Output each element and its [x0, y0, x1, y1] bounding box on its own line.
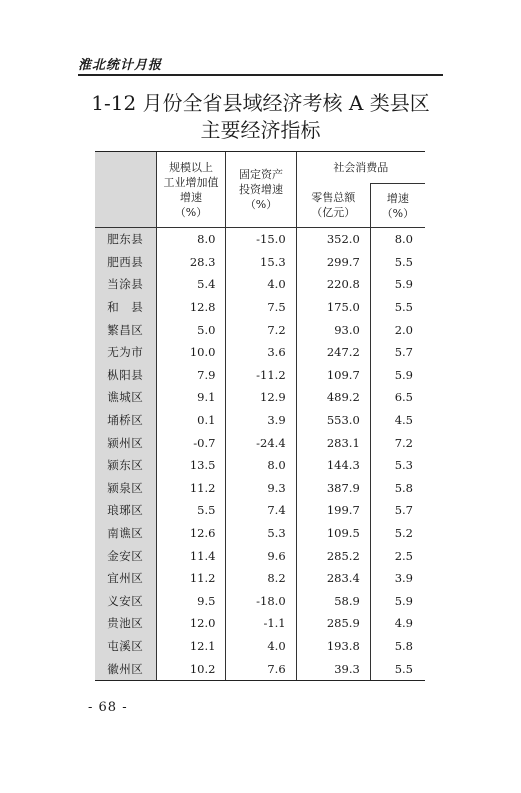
- retail-sales-value: 109.5: [296, 522, 370, 545]
- table-row: [95, 409, 425, 432]
- investment-growth-value: -1.1: [226, 612, 296, 635]
- investment-growth-value: -15.0: [226, 228, 296, 251]
- retail-sales-value: 283.4: [296, 567, 370, 590]
- industry-growth-value: 28.3: [156, 251, 226, 274]
- industry-growth-value: 11.4: [156, 544, 226, 567]
- retail-sales-value: 58.9: [296, 590, 370, 613]
- investment-growth-value: -18.0: [226, 590, 296, 613]
- table-row: [95, 612, 425, 635]
- retail-sales-value: 247.2: [296, 341, 370, 364]
- investment-growth-value: 5.3: [226, 522, 296, 545]
- table-row: [95, 499, 425, 522]
- retail-sales-total-header: 零售总额 （亿元）: [296, 184, 370, 228]
- region-name: 琅琊区: [95, 499, 156, 522]
- industry-growth-value: 12.1: [156, 635, 226, 658]
- retail-sales-value: 193.8: [296, 635, 370, 658]
- industry-growth-value: 9.5: [156, 590, 226, 613]
- retail-sales-value: 93.0: [296, 318, 370, 341]
- table-row: [95, 454, 425, 477]
- header-divider: [78, 74, 443, 76]
- retail-growth-value: 5.5: [370, 657, 425, 680]
- region-name: 肥西县: [95, 251, 156, 274]
- region-name: 谯城区: [95, 386, 156, 409]
- retail-growth-value: 8.0: [370, 228, 425, 251]
- investment-growth-value: 3.9: [226, 409, 296, 432]
- industry-growth-value: 12.0: [156, 612, 226, 635]
- retail-growth-value: 5.9: [370, 590, 425, 613]
- table-row: [95, 273, 425, 296]
- retail-sales-value: 175.0: [296, 296, 370, 319]
- investment-growth-header: 固定资产 投资增速 （%）: [226, 152, 296, 228]
- region-name: 和 县: [95, 296, 156, 319]
- retail-sales-value: 39.3: [296, 657, 370, 680]
- retail-growth-value: 4.5: [370, 409, 425, 432]
- region-name: 屯溪区: [95, 635, 156, 658]
- region-name: 繁昌区: [95, 318, 156, 341]
- industry-growth-header: 规模以上 工业增加值 增速 （%）: [156, 152, 226, 228]
- retail-sales-value: 283.1: [296, 431, 370, 454]
- retail-growth-value: 3.9: [370, 567, 425, 590]
- region-name: 颍州区: [95, 431, 156, 454]
- region-name: 徽州区: [95, 657, 156, 680]
- investment-growth-value: 12.9: [226, 386, 296, 409]
- retail-growth-value: 5.9: [370, 273, 425, 296]
- retail-sales-value: 220.8: [296, 273, 370, 296]
- region-name: 无为市: [95, 341, 156, 364]
- investment-growth-value: -11.2: [226, 364, 296, 387]
- retail-growth-value: 5.5: [370, 251, 425, 274]
- investment-growth-value: -24.4: [226, 431, 296, 454]
- table-row: [95, 590, 425, 613]
- row-label-header: [95, 152, 156, 228]
- industry-growth-value: 5.0: [156, 318, 226, 341]
- industry-growth-value: -0.7: [156, 431, 226, 454]
- indicator-table: [95, 151, 425, 681]
- region-name: 南谯区: [95, 522, 156, 545]
- retail-sales-value: 285.9: [296, 612, 370, 635]
- retail-sales-value: 352.0: [296, 228, 370, 251]
- title-line-2: 主要经济指标: [200, 118, 321, 142]
- region-name: 颍泉区: [95, 477, 156, 500]
- table-row: [95, 657, 425, 680]
- investment-growth-value: 7.2: [226, 318, 296, 341]
- table-row: [95, 386, 425, 409]
- investment-growth-value: 7.4: [226, 499, 296, 522]
- region-name: 肥东县: [95, 228, 156, 251]
- industry-growth-value: 8.0: [156, 228, 226, 251]
- table-row: [95, 341, 425, 364]
- retail-sales-value: 285.2: [296, 544, 370, 567]
- investment-growth-value: 4.0: [226, 635, 296, 658]
- industry-growth-value: 10.2: [156, 657, 226, 680]
- retail-growth-value: 5.7: [370, 341, 425, 364]
- investment-growth-value: 7.6: [226, 657, 296, 680]
- region-name: 贵池区: [95, 612, 156, 635]
- industry-growth-value: 7.9: [156, 364, 226, 387]
- retail-sales-value: 299.7: [296, 251, 370, 274]
- publication-header: 淮北统计月报: [78, 58, 163, 73]
- retail-sales-value: 553.0: [296, 409, 370, 432]
- table-row: [95, 296, 425, 319]
- investment-growth-value: 15.3: [226, 251, 296, 274]
- investment-growth-value: 8.2: [226, 567, 296, 590]
- region-name: 金安区: [95, 544, 156, 567]
- retail-growth-value: 5.5: [370, 296, 425, 319]
- investment-growth-value: 7.5: [226, 296, 296, 319]
- retail-sales-value: 387.9: [296, 477, 370, 500]
- title-line-1: 1-12 月份全省县域经济考核 A 类县区: [91, 91, 430, 115]
- table-row: [95, 477, 425, 500]
- industry-growth-value: 12.6: [156, 522, 226, 545]
- region-name: 枞阳县: [95, 364, 156, 387]
- investment-growth-value: 4.0: [226, 273, 296, 296]
- industry-growth-value: 9.1: [156, 386, 226, 409]
- retail-growth-value: 4.9: [370, 612, 425, 635]
- investment-growth-value: 3.6: [226, 341, 296, 364]
- table-row: [95, 431, 425, 454]
- retail-growth-value: 2.0: [370, 318, 425, 341]
- retail-growth-value: 2.5: [370, 544, 425, 567]
- retail-growth-value: 5.7: [370, 499, 425, 522]
- retail-growth-value: 5.3: [370, 454, 425, 477]
- industry-growth-value: 5.4: [156, 273, 226, 296]
- retail-growth-value: 5.9: [370, 364, 425, 387]
- region-name: 当涂县: [95, 273, 156, 296]
- industry-growth-value: 13.5: [156, 454, 226, 477]
- region-name: 宜州区: [95, 567, 156, 590]
- page-number: - 68 -: [88, 700, 128, 715]
- industry-growth-value: 12.8: [156, 296, 226, 319]
- retail-sales-growth-header: 增速 （%）: [370, 184, 425, 228]
- industry-growth-value: 5.5: [156, 499, 226, 522]
- table-row: [95, 567, 425, 590]
- retail-sales-value: 489.2: [296, 386, 370, 409]
- retail-growth-value: 5.2: [370, 522, 425, 545]
- region-name: 颍东区: [95, 454, 156, 477]
- industry-growth-value: 11.2: [156, 567, 226, 590]
- table-row: [95, 364, 425, 387]
- retail-growth-value: 7.2: [370, 431, 425, 454]
- industry-growth-value: 0.1: [156, 409, 226, 432]
- page-title: [78, 90, 443, 144]
- retail-growth-value: 5.8: [370, 477, 425, 500]
- retail-growth-value: 5.8: [370, 635, 425, 658]
- table-row: [95, 318, 425, 341]
- retail-sales-value: 109.7: [296, 364, 370, 387]
- table-body: [95, 228, 425, 681]
- table-row: [95, 251, 425, 274]
- investment-growth-value: 8.0: [226, 454, 296, 477]
- investment-growth-value: 9.3: [226, 477, 296, 500]
- industry-growth-value: 10.0: [156, 341, 226, 364]
- region-name: 义安区: [95, 590, 156, 613]
- retail-growth-value: 6.5: [370, 386, 425, 409]
- retail-sales-group-header: 社会消费品: [296, 152, 425, 184]
- region-name: 埇桥区: [95, 409, 156, 432]
- table-row: [95, 635, 425, 658]
- retail-sales-value: 144.3: [296, 454, 370, 477]
- table-row: [95, 228, 425, 251]
- industry-growth-value: 11.2: [156, 477, 226, 500]
- investment-growth-value: 9.6: [226, 544, 296, 567]
- table-row: [95, 544, 425, 567]
- retail-sales-value: 199.7: [296, 499, 370, 522]
- table-row: [95, 522, 425, 545]
